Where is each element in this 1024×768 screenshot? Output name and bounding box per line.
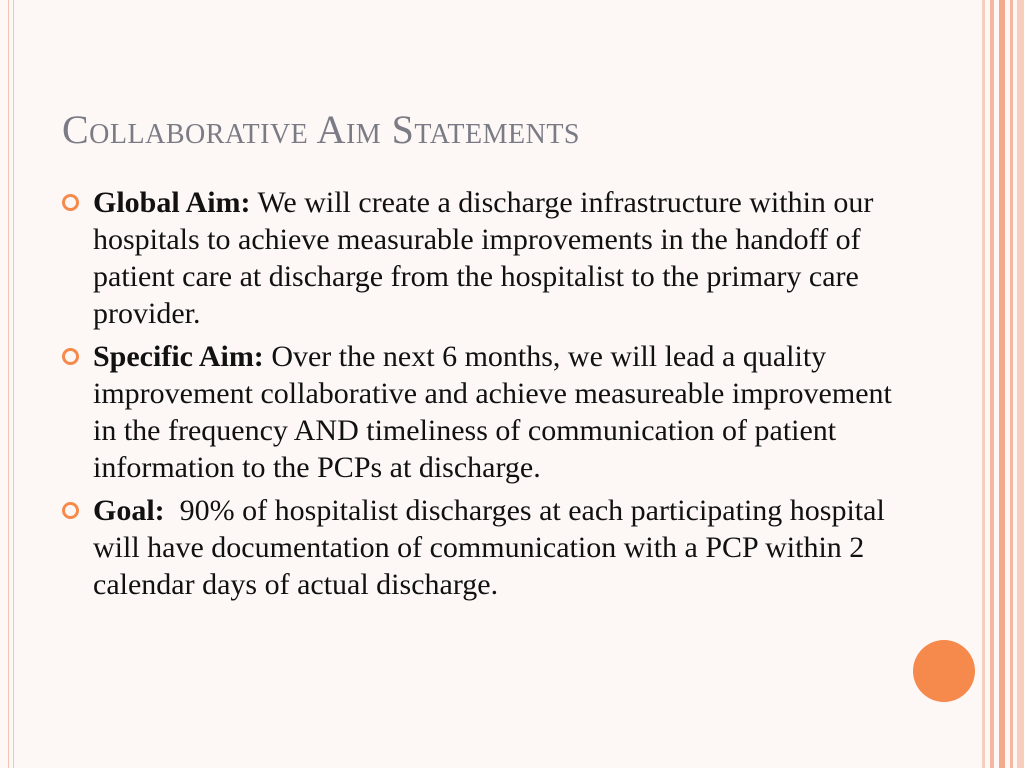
bullet-goal xyxy=(62,492,898,603)
bullet-label: Global Aim: xyxy=(93,186,251,219)
slide-body xyxy=(62,184,898,609)
bullet-circle-icon xyxy=(62,348,79,365)
bullet-text: 90% of hospitalist discharges at each participating hospital will have documentation of communication with a PCP within 2 calendar days of actual discharge. xyxy=(93,494,893,601)
stripe xyxy=(982,0,985,768)
bullet-text: We will create a discharge infrastructure within our hospitals to achieve measurable improvements in the handoff of patient care at discharge from the hospitalist to the primary care provider. xyxy=(93,186,874,330)
stripe xyxy=(999,0,1005,768)
stripe xyxy=(1017,0,1024,768)
decorative-circle xyxy=(913,640,975,702)
bullet-circle-icon xyxy=(62,194,79,211)
bullet-label: Goal: xyxy=(93,494,165,527)
bullet-circle-icon xyxy=(62,502,79,519)
bullet-label: Specific Aim: xyxy=(93,340,264,373)
left-border-line-inner xyxy=(13,0,14,768)
stripe xyxy=(990,0,994,768)
right-decorative-stripes xyxy=(982,0,1024,768)
stripe xyxy=(1010,0,1013,768)
bullet-text: Over the next 6 months, we will lead a quality improvement collaborative and achieve measureable improvement in the frequency AND timeliness of communication of patient information to the PCPs at discharge. xyxy=(93,340,892,484)
left-border-line xyxy=(8,0,9,768)
slide-title: Collaborative Aim Statements xyxy=(62,107,580,152)
bullet-global-aim xyxy=(62,184,898,332)
bullet-specific-aim xyxy=(62,338,898,486)
